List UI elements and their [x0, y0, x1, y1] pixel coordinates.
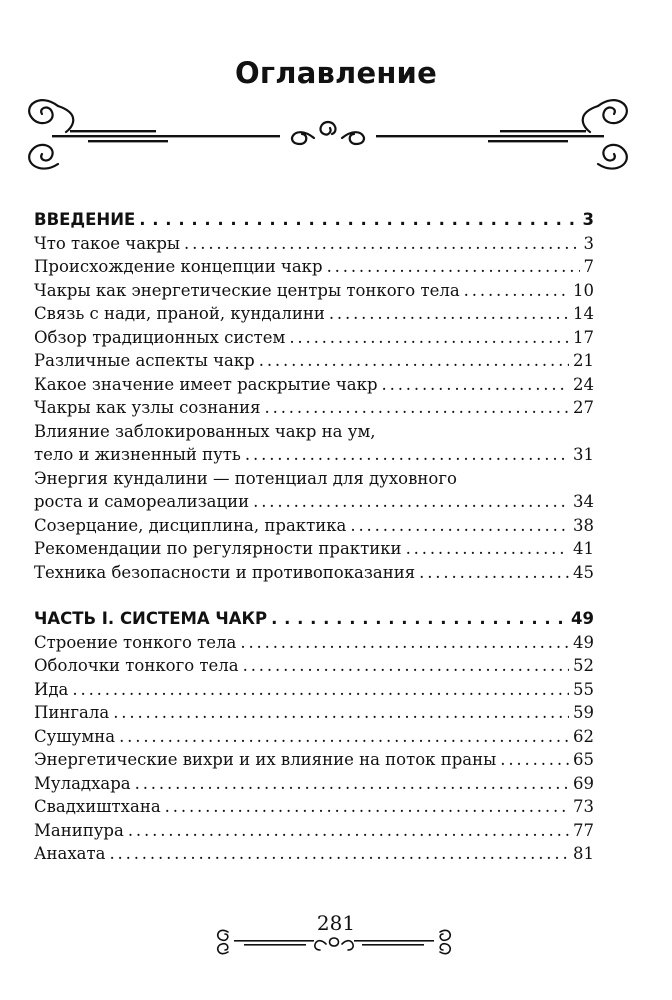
page-title: Оглавление — [235, 56, 437, 90]
decorative-divider-ornament — [22, 92, 634, 174]
dot-leader — [72, 678, 569, 702]
dot-leader — [139, 208, 578, 232]
toc-entry[interactable]: Свадхиштхана . . . 73 — [34, 795, 594, 819]
toc-heading-introduction[interactable]: ВВЕДЕНИЕ . . . 3 — [34, 208, 594, 232]
toc-entry[interactable]: Рекомендации по регулярности практики . . . 41 — [34, 537, 594, 561]
toc-entry[interactable]: Происхождение концепции чакр . . . 7 — [34, 255, 594, 279]
toc-entry[interactable]: Техника безопасности и противопоказания . . . 45 — [34, 561, 594, 585]
dot-leader — [128, 819, 569, 843]
toc-entry[interactable]: Строение тонкого тела . . . 49 — [34, 631, 594, 655]
dot-leader — [350, 514, 569, 538]
toc-entry[interactable]: Сушумна . . . 62 — [34, 725, 594, 749]
toc-entry-first-line[interactable]: Влияние заблокированных чакр на ум, — [34, 421, 376, 441]
toc-entry[interactable]: Связь с нади, праной, кундалини . . . 14 — [34, 302, 594, 326]
toc-entry[interactable]: Чакры как энергетические центры тонкого тела . . . 10 — [34, 279, 594, 303]
dot-leader — [245, 443, 569, 467]
toc-entry[interactable]: роста и самореализации . . . 34 — [34, 490, 594, 514]
dot-leader — [327, 255, 580, 279]
toc-heading-part-one[interactable]: ЧАСТЬ I. СИСТЕМА ЧАКР . . . 49 — [34, 607, 594, 631]
footer-ornament — [214, 918, 454, 966]
table-of-contents — [34, 208, 594, 866]
dot-leader — [253, 490, 569, 514]
toc-entry[interactable]: Ида . . . 55 — [34, 678, 594, 702]
dot-leader — [382, 373, 569, 397]
dot-leader — [109, 842, 569, 866]
toc-entry[interactable]: Чакры как узлы сознания . . . 27 — [34, 396, 594, 420]
dot-leader — [243, 654, 569, 678]
dot-leader — [464, 279, 569, 303]
dot-leader — [271, 607, 567, 631]
dot-leader — [119, 725, 569, 749]
dot-leader — [289, 326, 569, 350]
dot-leader — [259, 349, 569, 373]
dot-leader — [329, 302, 569, 326]
toc-entry-first-line[interactable]: Энергия кундалини — потенциал для духовного — [34, 468, 457, 488]
toc-entry[interactable]: Обзор традиционных систем . . . 17 — [34, 326, 594, 350]
toc-entry[interactable]: Различные аспекты чакр . . . 21 — [34, 349, 594, 373]
toc-entry[interactable]: тело и жизненный путь . . . 31 — [34, 443, 594, 467]
section-spacer — [34, 584, 594, 607]
toc-entry[interactable]: Какое значение имеет раскрытие чакр . . . 24 — [34, 373, 594, 397]
toc-entry[interactable]: Пингала . . . 59 — [34, 701, 594, 725]
toc-entry[interactable]: Созерцание, дисциплина, практика . . . 38 — [34, 514, 594, 538]
dot-leader — [406, 537, 569, 561]
toc-entry[interactable]: Манипура . . . 77 — [34, 819, 594, 843]
toc-entry[interactable]: Что такое чакры . . . 3 — [34, 232, 594, 256]
dot-leader — [419, 561, 569, 585]
dot-leader — [265, 396, 569, 420]
dot-leader — [135, 772, 569, 796]
dot-leader — [113, 701, 569, 725]
dot-leader — [500, 748, 569, 772]
dot-leader — [240, 631, 569, 655]
toc-entry[interactable]: Анахата . . . 81 — [34, 842, 594, 866]
page-number: 281 — [316, 911, 356, 935]
dot-leader — [184, 232, 579, 256]
dot-leader — [165, 795, 569, 819]
toc-entry[interactable]: Энергетические вихри и их влияние на поток праны . . . 65 — [34, 748, 594, 772]
toc-entry[interactable]: Муладхара . . . 69 — [34, 772, 594, 796]
toc-entry[interactable]: Оболочки тонкого тела . . . 52 — [34, 654, 594, 678]
